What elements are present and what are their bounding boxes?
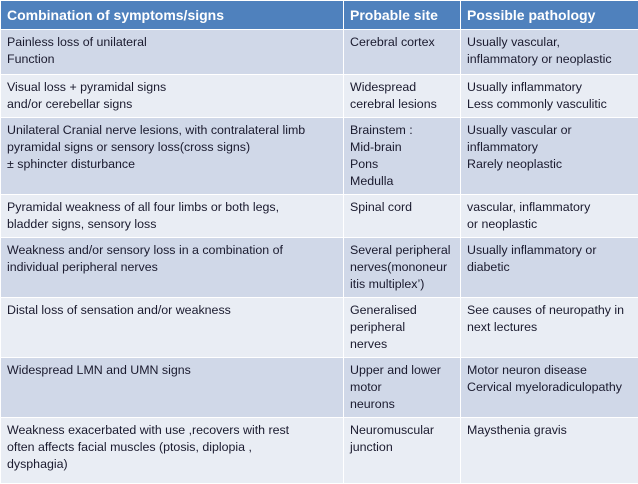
table-row — [1, 298, 638, 358]
cell-line: itis multiplex’) — [350, 276, 454, 293]
cell-line: Cervical myeloradiculopathy — [467, 379, 632, 396]
cell-line: Visual loss + pyramidal signs — [7, 79, 337, 96]
cell-line: Distal loss of sensation and/or weakness — [7, 302, 337, 319]
cell-line: Upper and lower — [350, 362, 454, 379]
table-row — [1, 75, 638, 118]
site-cell — [344, 195, 461, 238]
pathology-cell — [461, 238, 638, 298]
cell-line: and/or cerebellar signs — [7, 96, 337, 113]
cell-line: Neuromuscular — [350, 422, 454, 439]
cell-line: ± sphincter disturbance — [7, 156, 337, 173]
site-cell — [344, 30, 461, 75]
pathology-cell — [461, 75, 638, 118]
site-cell — [344, 75, 461, 118]
header-symptoms: Combination of symptoms/signs — [1, 1, 344, 30]
cell-line: peripheral — [350, 319, 454, 336]
cell-line: vascular, inflammatory — [467, 199, 632, 216]
cell-line: motor — [350, 379, 454, 396]
cell-line: bladder signs, sensory loss — [7, 216, 337, 233]
site-cell — [344, 418, 461, 484]
cell-line: Usually vascular or — [467, 122, 632, 139]
header-site: Probable site — [344, 1, 461, 30]
site-cell — [344, 238, 461, 298]
cell-line: Usually inflammatory or — [467, 242, 632, 259]
pathology-cell — [461, 358, 638, 418]
cell-line: individual peripheral nerves — [7, 259, 337, 276]
table-row — [1, 358, 638, 418]
cell-line: junction — [350, 439, 454, 456]
cell-line: Brainstem : — [350, 122, 454, 139]
table-row — [1, 30, 638, 75]
pathology-cell — [461, 418, 638, 484]
site-cell — [344, 358, 461, 418]
header-pathology: Possible pathology — [461, 1, 638, 30]
symptoms-cell — [1, 238, 344, 298]
cell-line: Usually vascular, — [467, 34, 632, 51]
cell-line: or neoplastic — [467, 216, 632, 233]
cell-line: Several peripheral — [350, 242, 454, 259]
pathology-cell — [461, 195, 638, 238]
table-row — [1, 195, 638, 238]
cell-line: Widespread — [350, 79, 454, 96]
site-cell — [344, 298, 461, 358]
cell-line: Widespread LMN and UMN signs — [7, 362, 337, 379]
cell-line: dysphagia) — [7, 456, 337, 473]
table-row — [1, 238, 638, 298]
cell-line: inflammatory or neoplastic — [467, 51, 632, 68]
cell-line: Usually inflammatory — [467, 79, 632, 96]
cell-line: Generalised — [350, 302, 454, 319]
cell-line: Cerebral cortex — [350, 34, 454, 51]
cell-line: Weakness exacerbated with use ,recovers with rest — [7, 422, 337, 439]
symptoms-cell — [1, 418, 344, 484]
symptoms-cell — [1, 195, 344, 238]
cell-line: Rarely neoplastic — [467, 156, 632, 173]
cell-line: Less commonly vasculitic — [467, 96, 632, 113]
cell-line: Maysthenia gravis — [467, 422, 632, 439]
cell-line: Motor neuron disease — [467, 362, 632, 379]
cell-line: Unilateral Cranial nerve lesions, with contralateral limb — [7, 122, 337, 139]
cell-line: next lectures — [467, 319, 632, 336]
cell-line: often affects facial muscles (ptosis, diplopia , — [7, 439, 337, 456]
pathology-cell — [461, 298, 638, 358]
cell-line: Spinal cord — [350, 199, 454, 216]
table-row — [1, 118, 638, 195]
pathology-cell — [461, 118, 638, 195]
cell-line: Weakness and/or sensory loss in a combination of — [7, 242, 337, 259]
symptoms-cell — [1, 358, 344, 418]
site-cell — [344, 118, 461, 195]
symptoms-cell — [1, 298, 344, 358]
cell-line: Medulla — [350, 173, 454, 190]
pathology-cell — [461, 30, 638, 75]
symptoms-cell — [1, 30, 344, 75]
cell-line: Pyramidal weakness of all four limbs or both legs, — [7, 199, 337, 216]
cell-line: nerves(mononeur — [350, 259, 454, 276]
table-header-row — [1, 1, 638, 30]
cell-line: diabetic — [467, 259, 632, 276]
cell-line: Painless loss of unilateral — [7, 34, 337, 51]
table-row — [1, 418, 638, 484]
cell-line: nerves — [350, 336, 454, 353]
cell-line: Function — [7, 51, 337, 68]
cell-line: See causes of neuropathy in — [467, 302, 632, 319]
cell-line: neurons — [350, 396, 454, 413]
cell-line: Pons — [350, 156, 454, 173]
cell-line: inflammatory — [467, 139, 632, 156]
cell-line: pyramidal signs or sensory loss(cross signs) — [7, 139, 337, 156]
cell-line: Mid-brain — [350, 139, 454, 156]
cell-line: cerebral lesions — [350, 96, 454, 113]
symptoms-cell — [1, 75, 344, 118]
symptoms-cell — [1, 118, 344, 195]
